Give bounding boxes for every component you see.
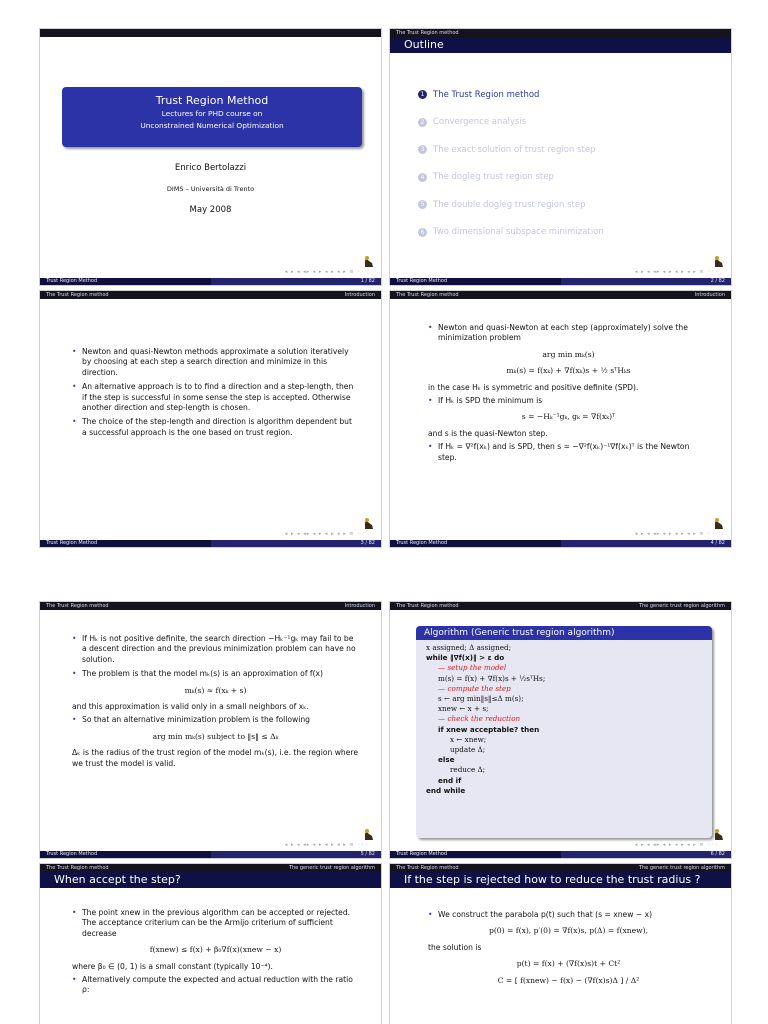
logo-icon <box>363 255 375 268</box>
outline-item[interactable]: 4 The dogleg trust region step <box>418 164 604 192</box>
title-box <box>62 87 362 147</box>
slide-body <box>428 323 709 467</box>
text-line: in the case Hₖ is symmetric and positive definite (SPD). <box>428 382 639 392</box>
slide-top-bar: The Trust Region method Introduction <box>40 291 381 299</box>
logo-icon <box>713 255 725 268</box>
slide-2[interactable] <box>389 28 732 286</box>
text-line: the solution is <box>428 942 482 952</box>
slide-1[interactable] <box>39 28 382 286</box>
algorithm-line: s ← arg min‖s‖≤Δ m(s); <box>438 694 524 704</box>
slide-3[interactable] <box>39 290 382 548</box>
navigation-symbols[interactable]: ◂ ▸ ◂ ◂▸ ◂ ▸ ◂ ▸ ◂ ▸ ≡ ◦◦◦ <box>284 269 369 275</box>
navigation-symbols[interactable]: ◂ ▸ ◂ ◂▸ ◂ ▸ ◂ ▸ ◂ ▸ ≡ ◦◦◦ <box>634 531 719 537</box>
algorithm-line: — compute the step <box>438 683 511 693</box>
algorithm-line: end while <box>426 785 466 795</box>
equation: f(xnew) ≤ f(x) + β₀∇f(x)(xnew − x) <box>149 945 282 955</box>
bullet-item: • The choice of the step-length and direction is algorithm dependent but a successful approach is the one based on trust region. <box>72 417 359 438</box>
algorithm-line: else <box>438 755 455 765</box>
presentation-title: Trust Region Method <box>155 94 269 107</box>
bullet-item: • The point xnew in the previous algorithm can be accepted or rejected. The acceptance criterium can be the Armijo criterium of sufficient decrease <box>72 908 359 939</box>
author: Enrico Bertolazzi <box>174 163 247 173</box>
bullet-item: • So that an alternative minimization problem is the following <box>72 715 359 725</box>
equation: s = −Hₖ⁻¹gₖ, gₖ = ∇f(xₖ)ᵀ <box>521 412 616 422</box>
slide-footer: Trust Region Method 1 / 82 <box>40 278 381 285</box>
algorithm-line: — setup the model <box>438 663 507 673</box>
algorithm-title: Algorithm (Generic trust region algorithm) <box>416 626 712 640</box>
equation: p(0) = f(x), p′(0) = ∇f(x)s, p(Δ) = f(xnew), <box>488 926 648 936</box>
slide-footer: Trust Region Method 3 / 82 <box>40 540 381 547</box>
logo-icon <box>363 517 375 530</box>
slide-top-bar <box>40 29 381 37</box>
slide-6[interactable] <box>389 601 732 859</box>
page-number: 5 / 82 <box>211 851 382 858</box>
slide-footer: Trust Region Method 2 / 82 <box>390 278 731 285</box>
logo-icon <box>713 517 725 530</box>
date: May 2008 <box>189 205 232 215</box>
slide-4[interactable] <box>389 290 732 548</box>
slide-body <box>428 910 709 992</box>
logo-icon <box>363 828 375 841</box>
page-number: 6 / 82 <box>561 851 732 858</box>
frame-title: When accept the step? <box>40 872 381 888</box>
navigation-symbols[interactable]: ◂ ▸ ◂ ◂▸ ◂ ▸ ◂ ▸ ◂ ▸ ≡ ◦◦◦ <box>634 269 719 275</box>
page-number: 3 / 82 <box>211 540 382 547</box>
frame-title: Outline <box>390 37 731 53</box>
bullet-item: • An alternative approach is to to find a direction and a step-length, then if the step is successful in some sense the step is accepted. Otherwise another direction and step-length is chosen. <box>72 382 359 413</box>
bullet-item: • Newton and quasi-Newton at each step (approximately) solve the minimization problem <box>428 323 709 344</box>
slide-body <box>72 347 359 442</box>
equation: mₖ(s) ≈ f(xₖ + s) <box>184 685 247 695</box>
bullet-item: • We construct the parabola p(t) such that (s = xnew − x) <box>428 910 709 920</box>
navigation-symbols[interactable]: ◂ ▸ ◂ ◂▸ ◂ ▸ ◂ ▸ ◂ ▸ ≡ ◦◦◦ <box>284 842 369 848</box>
navigation-symbols[interactable]: ◂ ▸ ◂ ◂▸ ◂ ▸ ◂ ▸ ◂ ▸ ≡ ◦◦◦ <box>634 842 719 848</box>
outline-item[interactable]: 2 Convergence analysis <box>418 109 604 137</box>
outline-item[interactable]: 6 Two dimensional subspace minimization <box>418 219 604 247</box>
bullet-item: • Alternatively compute the expected and actual reduction with the ratio ρ: <box>72 975 359 996</box>
equation: arg min mₖ(s) <box>542 349 595 359</box>
outline-item[interactable]: 3 The exact solution of trust region step <box>418 136 604 164</box>
bullet-item: • If Hₖ is SPD the minimum is <box>428 396 709 406</box>
text-line: where β₀ ∈ (0, 1) is a small constant (typically 10⁻⁴). <box>72 961 273 971</box>
outline-list <box>418 81 604 246</box>
slide-top-bar: The Trust Region method Introduction <box>390 291 731 299</box>
slide-top-bar: The Trust Region method The generic trust region algorithm <box>40 864 381 872</box>
text-line: Δₖ is the radius of the trust region of the model mₖ(s), i.e. the region where we trust the model is valid. <box>72 748 359 768</box>
algorithm-line: m(s) = f(x) + ∇f(x)s + ½sᵀHs; <box>438 673 546 683</box>
slide-footer: Trust Region Method 5 / 82 <box>40 851 381 858</box>
bullet-item: • Newton and quasi-Newton methods approximate a solution iteratively by choosing at each step a search direction and minimize in this direction. <box>72 347 359 378</box>
logo-icon <box>713 828 725 841</box>
outline-item[interactable]: 1 The Trust Region method <box>418 81 604 109</box>
algorithm-line: reduce Δ; <box>450 765 486 775</box>
algorithm-line: update Δ; <box>450 745 486 755</box>
equation: p(t) = f(x) + (∇f(x)s)t + Ct² <box>516 959 621 969</box>
slide-top-bar: The Trust Region method <box>390 29 731 37</box>
affiliation: DIMS – Università di Trento <box>166 185 255 193</box>
bullet-item: • If Hₖ = ∇²f(xₖ) and is SPD, then s = −∇²f(xₖ)⁻¹∇f(xₖ)ᵀ is the Newton step. <box>428 442 709 463</box>
algorithm-line: while ‖∇f(x)‖ > ε do <box>426 653 505 663</box>
equation: arg min mₖ(s) subject to ‖s‖ ≤ Δₖ <box>152 731 279 741</box>
slide-body <box>72 634 359 769</box>
slide-top-bar: The Trust Region method Introduction <box>40 602 381 610</box>
slide-footer: Trust Region Method 6 / 82 <box>390 851 731 858</box>
algorithm-lines <box>416 640 712 796</box>
page-number: 2 / 82 <box>561 278 732 285</box>
algorithm-line: end if <box>438 775 462 785</box>
slide-8[interactable] <box>389 863 732 1024</box>
algorithm-box <box>416 626 712 838</box>
outline-item[interactable]: 5 The double dogleg trust region step <box>418 191 604 219</box>
slide-5[interactable] <box>39 601 382 859</box>
bullet-item: • The problem is that the model mₖ(s) is an approximation of f(x) <box>72 669 359 679</box>
slide-body <box>72 908 359 1000</box>
algorithm-line: xnew ← x + s; <box>438 704 489 714</box>
frame-title: If the step is rejected how to reduce the trust radius ? <box>390 872 731 888</box>
slide-top-bar: The Trust Region method The generic trust region algorithm <box>390 602 731 610</box>
page-number: 1 / 82 <box>211 278 382 285</box>
equation: C = [ f(xnew) − f(x) − (∇f(x)s)Δ ] / Δ² <box>497 975 640 985</box>
text-line: and this approximation is valid only in a small neighbors of xₖ. <box>72 702 309 712</box>
slide-footer: Trust Region Method 4 / 82 <box>390 540 731 547</box>
text-line: and s is the quasi-Newton step. <box>428 428 548 438</box>
equation: mₖ(s) = f(xₖ) + ∇f(xₖ)s + ½ sᵀHₖs <box>506 366 631 376</box>
algorithm-line: — check the reduction <box>438 714 521 724</box>
algorithm-line: if xnew acceptable? then <box>438 724 540 734</box>
navigation-symbols[interactable]: ◂ ▸ ◂ ◂▸ ◂ ▸ ◂ ▸ ◂ ▸ ≡ ◦◦◦ <box>284 531 369 537</box>
page-number: 4 / 82 <box>561 540 732 547</box>
algorithm-line: x ← xnew; <box>450 734 487 744</box>
subtitle-line-1: Lectures for PHD course on <box>161 109 263 118</box>
subtitle-line-2: Unconstrained Numerical Optimization <box>140 121 284 130</box>
slide-top-bar: The Trust Region method The generic trust region algorithm <box>390 864 731 872</box>
bullet-item: • If Hₖ is not positive definite, the search direction −Hₖ⁻¹gₖ may fail to be a descent direction and the previous minimization problem can have no solution. <box>72 634 359 665</box>
slide-7[interactable] <box>39 863 382 1024</box>
algorithm-line: x assigned; Δ assigned; <box>426 643 512 652</box>
